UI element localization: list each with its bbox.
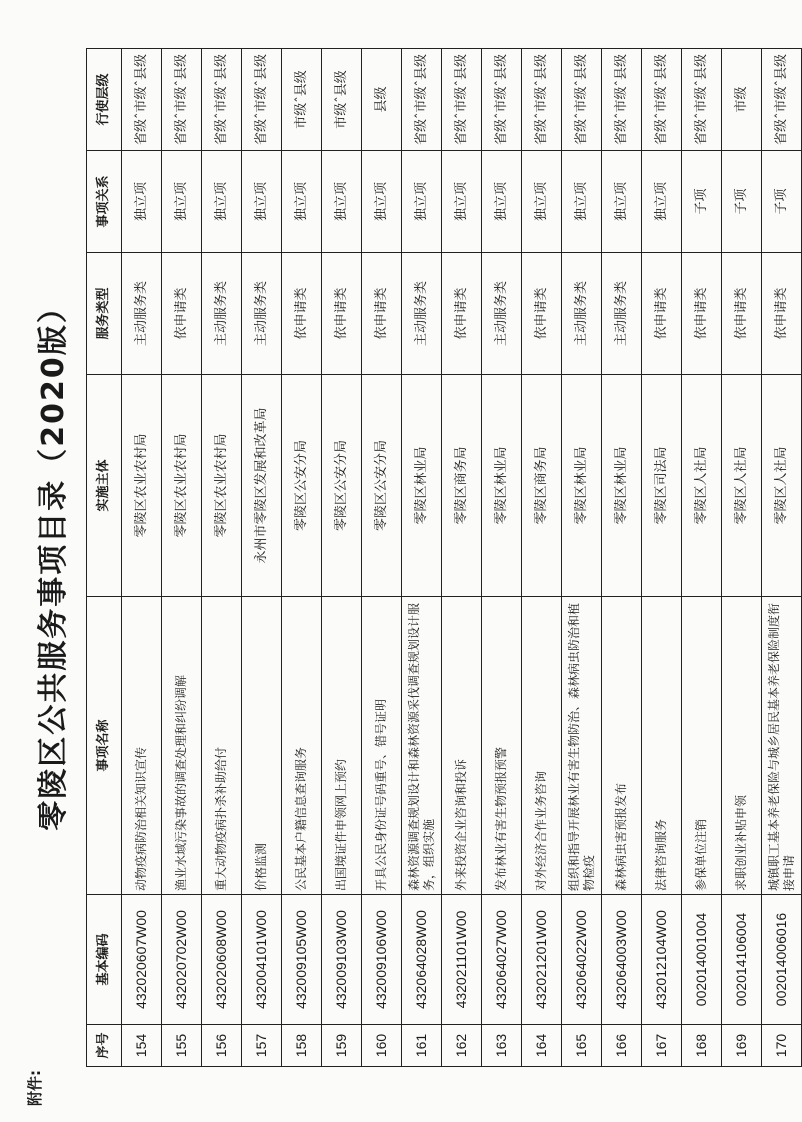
cell-seq: 167 xyxy=(642,1025,682,1067)
cell-org: 永州市零陵区发展和改革局 xyxy=(242,375,282,597)
cell-level: 市级ˆ县级 xyxy=(322,49,362,151)
table-body xyxy=(122,49,802,1067)
cell-seq: 161 xyxy=(402,1025,442,1067)
table-row xyxy=(722,49,762,1067)
cell-name: 发布林业有害生物预报预警 xyxy=(482,597,522,895)
cell-name: 出国境证件申领网上预约 xyxy=(322,597,362,895)
table-row xyxy=(522,49,562,1067)
cell-seq: 166 xyxy=(602,1025,642,1067)
cell-name: 重大动物疫病扑杀补助给付 xyxy=(202,597,242,895)
cell-org: 零陵区林业局 xyxy=(602,375,642,597)
cell-code: 432021101W00 xyxy=(442,895,482,1025)
table-row xyxy=(562,49,602,1067)
cell-relation: 独立项 xyxy=(162,151,202,253)
cell-seq: 168 xyxy=(682,1025,722,1067)
cell-type: 主动服务类 xyxy=(242,253,282,375)
cell-relation: 独立项 xyxy=(602,151,642,253)
cell-relation: 独立项 xyxy=(642,151,682,253)
table-row xyxy=(122,49,162,1067)
cell-org: 零陵区林业局 xyxy=(402,375,442,597)
cell-relation: 独立项 xyxy=(402,151,442,253)
header-code: 基本编码 xyxy=(87,895,122,1025)
table-row xyxy=(162,49,202,1067)
cell-level: 省级ˆ市级ˆ县级 xyxy=(642,49,682,151)
cell-org: 零陵区人社局 xyxy=(762,375,802,597)
cell-type: 依申请类 xyxy=(762,253,802,375)
cell-org: 零陵区人社局 xyxy=(722,375,762,597)
cell-level: 省级ˆ市级ˆ县级 xyxy=(482,49,522,151)
cell-relation: 独立项 xyxy=(482,151,522,253)
cell-seq: 155 xyxy=(162,1025,202,1067)
cell-code: 432021201W00 xyxy=(522,895,562,1025)
cell-seq: 162 xyxy=(442,1025,482,1067)
cell-relation: 独立项 xyxy=(562,151,602,253)
header-name: 事项名称 xyxy=(87,597,122,895)
cell-code: 002014001004 xyxy=(682,895,722,1025)
cell-code: 002014106004 xyxy=(722,895,762,1025)
table-row xyxy=(402,49,442,1067)
cell-level: 省级ˆ市级ˆ县级 xyxy=(602,49,642,151)
cell-level: 省级ˆ市级ˆ县级 xyxy=(122,49,162,151)
cell-type: 主动服务类 xyxy=(602,253,642,375)
table-row xyxy=(602,49,642,1067)
cell-name: 对外经济合作业务咨询 xyxy=(522,597,562,895)
cell-seq: 170 xyxy=(762,1025,802,1067)
cell-seq: 163 xyxy=(482,1025,522,1067)
service-catalog-table xyxy=(86,48,802,1067)
cell-name: 森林资源调查规划设计和森林资源采伐调查规划设计服务，组织实施 xyxy=(402,597,442,895)
cell-seq: 169 xyxy=(722,1025,762,1067)
cell-type: 主动服务类 xyxy=(402,253,442,375)
cell-name: 渔业水域污染事故的调查处理和纠纷调解 xyxy=(162,597,202,895)
cell-type: 依申请类 xyxy=(282,253,322,375)
cell-org: 零陵区农业农村局 xyxy=(202,375,242,597)
cell-code: 432020702W00 xyxy=(162,895,202,1025)
cell-relation: 独立项 xyxy=(202,151,242,253)
cell-name: 参保单位注销 xyxy=(682,597,722,895)
cell-seq: 165 xyxy=(562,1025,602,1067)
cell-seq: 159 xyxy=(322,1025,362,1067)
cell-type: 依申请类 xyxy=(442,253,482,375)
header-org: 实施主体 xyxy=(87,375,122,597)
header-relation: 事项关系 xyxy=(87,151,122,253)
table-row xyxy=(682,49,722,1067)
cell-seq: 164 xyxy=(522,1025,562,1067)
cell-level: 县级 xyxy=(362,49,402,151)
cell-type: 依申请类 xyxy=(642,253,682,375)
cell-code: 432064027W00 xyxy=(482,895,522,1025)
cell-seq: 158 xyxy=(282,1025,322,1067)
page-title: 零陵区公共服务事项目录（2020版） xyxy=(36,291,71,831)
cell-seq: 154 xyxy=(122,1025,162,1067)
table-row xyxy=(242,49,282,1067)
cell-code: 432064028W00 xyxy=(402,895,442,1025)
cell-relation: 独立项 xyxy=(522,151,562,253)
cell-relation: 独立项 xyxy=(122,151,162,253)
cell-level: 省级ˆ市级ˆ县级 xyxy=(682,49,722,151)
table-row xyxy=(482,49,522,1067)
cell-level: 省级ˆ市级ˆ县级 xyxy=(762,49,802,151)
cell-org: 零陵区商务局 xyxy=(522,375,562,597)
table-row xyxy=(322,49,362,1067)
cell-org: 零陵区农业农村局 xyxy=(162,375,202,597)
cell-name: 价格监测 xyxy=(242,597,282,895)
cell-code: 432004101W00 xyxy=(242,895,282,1025)
cell-type: 主动服务类 xyxy=(482,253,522,375)
cell-relation: 子项 xyxy=(762,151,802,253)
table-row xyxy=(762,49,802,1067)
cell-org: 零陵区农业农村局 xyxy=(122,375,162,597)
cell-code: 432012104W00 xyxy=(642,895,682,1025)
cell-org: 零陵区商务局 xyxy=(442,375,482,597)
cell-org: 零陵区人社局 xyxy=(682,375,722,597)
table-header-row xyxy=(87,49,122,1067)
cell-type: 主动服务类 xyxy=(122,253,162,375)
cell-type: 主动服务类 xyxy=(562,253,602,375)
cell-org: 零陵区公安分局 xyxy=(282,375,322,597)
cell-seq: 157 xyxy=(242,1025,282,1067)
cell-relation: 独立项 xyxy=(322,151,362,253)
cell-relation: 独立项 xyxy=(242,151,282,253)
table-row xyxy=(202,49,242,1067)
cell-seq: 156 xyxy=(202,1025,242,1067)
header-type: 服务类型 xyxy=(87,253,122,375)
cell-name: 法律咨询服务 xyxy=(642,597,682,895)
cell-code: 432064022W00 xyxy=(562,895,602,1025)
cell-org: 零陵区司法局 xyxy=(642,375,682,597)
table-row xyxy=(442,49,482,1067)
cell-code: 432009103W00 xyxy=(322,895,362,1025)
cell-relation: 独立项 xyxy=(362,151,402,253)
cell-name: 动物疫病防治相关知识宣传 xyxy=(122,597,162,895)
cell-name: 求职创业补贴申领 xyxy=(722,597,762,895)
cell-type: 主动服务类 xyxy=(202,253,242,375)
cell-name: 森林病虫害预报发布 xyxy=(602,597,642,895)
cell-level: 省级ˆ市级ˆ县级 xyxy=(162,49,202,151)
cell-relation: 独立项 xyxy=(442,151,482,253)
cell-org: 零陵区公安分局 xyxy=(362,375,402,597)
cell-name: 公民基本户籍信息查询服务 xyxy=(282,597,322,895)
cell-level: 省级ˆ市级ˆ县级 xyxy=(442,49,482,151)
cell-seq: 160 xyxy=(362,1025,402,1067)
cell-type: 依申请类 xyxy=(722,253,762,375)
cell-level: 省级ˆ市级ˆ县级 xyxy=(242,49,282,151)
cell-level: 市级 xyxy=(722,49,762,151)
cell-name: 外来投资企业咨询和投诉 xyxy=(442,597,482,895)
cell-code: 002014006016 xyxy=(762,895,802,1025)
cell-org: 零陵区林业局 xyxy=(482,375,522,597)
cell-level: 市级ˆ县级 xyxy=(282,49,322,151)
header-level: 行使层级 xyxy=(87,49,122,151)
cell-type: 依申请类 xyxy=(362,253,402,375)
cell-code: 432020607W00 xyxy=(122,895,162,1025)
cell-org: 零陵区林业局 xyxy=(562,375,602,597)
header-seq: 序号 xyxy=(87,1025,122,1067)
cell-relation: 子项 xyxy=(682,151,722,253)
cell-level: 省级ˆ市级ˆ县级 xyxy=(402,49,442,151)
table-row xyxy=(642,49,682,1067)
cell-org: 零陵区公安分局 xyxy=(322,375,362,597)
attachment-label: 附件: xyxy=(26,1070,44,1106)
cell-type: 依申请类 xyxy=(682,253,722,375)
cell-level: 省级ˆ市级ˆ县级 xyxy=(562,49,602,151)
cell-code: 432009106W00 xyxy=(362,895,402,1025)
cell-relation: 独立项 xyxy=(282,151,322,253)
cell-type: 依申请类 xyxy=(162,253,202,375)
cell-level: 省级ˆ市级ˆ县级 xyxy=(202,49,242,151)
cell-name: 开具公民身份证号码重号、错号证明 xyxy=(362,597,402,895)
cell-type: 依申请类 xyxy=(322,253,362,375)
cell-name: 组织和指导开展林业有害生物防治、森林病虫防治和植物检疫 xyxy=(562,597,602,895)
table-row xyxy=(362,49,402,1067)
cell-code: 432009105W00 xyxy=(282,895,322,1025)
cell-code: 432020608W00 xyxy=(202,895,242,1025)
table-row xyxy=(282,49,322,1067)
cell-relation: 子项 xyxy=(722,151,762,253)
cell-code: 432064003W00 xyxy=(602,895,642,1025)
cell-type: 依申请类 xyxy=(522,253,562,375)
cell-level: 省级ˆ市级ˆ县级 xyxy=(522,49,562,151)
cell-name: 城镇职工基本养老保险与城乡居民基本养老保险制度衔接申请 xyxy=(762,597,802,895)
